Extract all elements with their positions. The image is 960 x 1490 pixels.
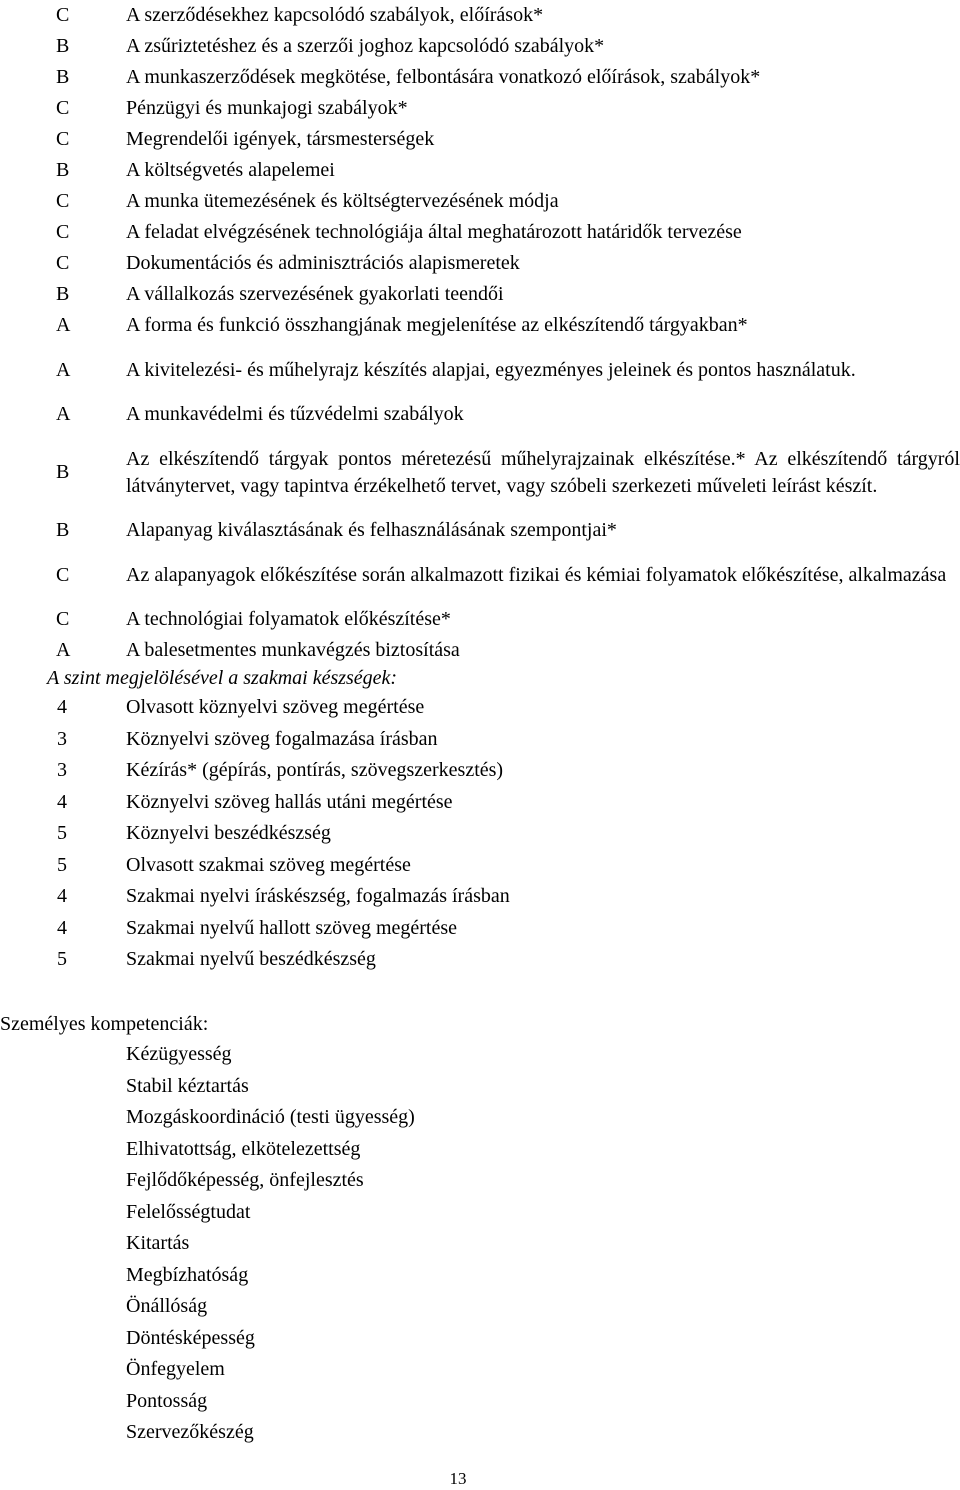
level-code: B: [56, 66, 70, 88]
table-row: [0, 248, 960, 279]
list-item: Kézügyesség: [126, 1043, 232, 1065]
skill-text: Kézírás* (gépírás, pontírás, szövegszerkesztés): [126, 759, 504, 782]
table-row: [0, 217, 960, 248]
list-item: Mozgáskoordináció (testi ügyesség): [126, 1106, 415, 1128]
skill-text: Olvasott köznyelvi szöveg megértése: [126, 696, 425, 719]
level-code: B: [56, 35, 70, 57]
list-item: Kitartás: [126, 1232, 190, 1254]
skill-level: 4: [57, 885, 67, 908]
table-row: [0, 692, 960, 724]
level-code: B: [56, 159, 70, 181]
table-row: [0, 31, 960, 62]
skill-level: 4: [57, 696, 67, 719]
table-row: [0, 546, 960, 604]
level-code: B: [56, 283, 70, 305]
table-row: [0, 341, 960, 399]
competency-text: A vállalkozás szervezésének gyakorlati teendői: [126, 283, 504, 305]
competency-table: [0, 0, 960, 666]
list-item: Elhivatottság, elkötelezettség: [126, 1137, 361, 1160]
level-code: C: [56, 190, 70, 212]
competency-text: Pénzügyi és munkajogi szabályok*: [126, 97, 408, 119]
table-row: [0, 604, 960, 635]
level-code: C: [56, 97, 70, 119]
competency-text: Dokumentációs és adminisztrációs alapismeretek: [126, 252, 520, 274]
list-item: Megbízhatóság: [126, 1263, 249, 1286]
table-row: [0, 124, 960, 155]
table-row: [0, 279, 960, 310]
competency-text: A forma és funkció összhangjának megjelenítése az elkészítendő tárgyakban*: [126, 314, 748, 336]
level-code: C: [56, 4, 70, 26]
table-row: [0, 310, 960, 341]
table-row: [0, 399, 960, 430]
competency-text: Az alapanyagok előkészítése során alkalmazott fizikai és kémiai folyamatok előkészítése, alkalmazása: [126, 563, 947, 586]
skill-level: 3: [57, 727, 67, 750]
table-row: [0, 818, 960, 850]
table-row: [0, 850, 960, 882]
skills-table: [0, 692, 960, 976]
level-code: B: [56, 461, 70, 483]
competency-text: A munkavédelmi és tűzvédelmi szabályok: [126, 403, 464, 425]
skill-text: Olvasott szakmai szöveg megértése: [126, 853, 411, 876]
table-row: [0, 62, 960, 93]
skills-section-title: A szint megjelölésével a szakmai készségek:: [47, 667, 398, 689]
level-code: C: [56, 608, 70, 630]
personal-competencies-title: Személyes kompetenciák:: [0, 1013, 209, 1035]
competency-text: A költségvetés alapelemei: [126, 159, 335, 181]
table-row: [0, 944, 960, 976]
table-row: [0, 515, 960, 546]
table-row: [0, 155, 960, 186]
page-number: 13: [449, 1469, 467, 1488]
personal-competencies-list: [126, 1041, 415, 1451]
table-row: [0, 881, 960, 913]
list-item: Önfegyelem: [126, 1358, 225, 1380]
skill-level: 5: [57, 822, 67, 845]
competency-text: A feladat elvégzésének technológiája által meghatározott határidők tervezése: [126, 221, 742, 243]
level-code: C: [56, 563, 70, 586]
level-code: B: [56, 519, 70, 541]
level-code: A: [56, 403, 71, 425]
list-item: Pontosság: [126, 1389, 208, 1412]
skill-text: Köznyelvi beszédkészség: [126, 822, 331, 845]
list-item: Önállóság: [126, 1295, 208, 1317]
skill-level: 4: [57, 790, 67, 813]
list-item: Fejlődőképesség, önfejlesztés: [126, 1169, 364, 1191]
level-code: A: [56, 314, 71, 336]
table-row: [0, 0, 960, 31]
table-row: [0, 913, 960, 945]
competency-text: A balesetmentes munkavégzés biztosítása: [126, 639, 460, 661]
skill-text: Szakmai nyelvű hallott szöveg megértése: [126, 916, 458, 939]
table-row: [0, 724, 960, 756]
list-item: Stabil kéztartás: [126, 1074, 249, 1097]
table-row: [0, 93, 960, 124]
list-item: Felelősségtudat: [126, 1200, 251, 1223]
skill-text: Szakmai nyelvi íráskészség, fogalmazás írásban: [126, 885, 510, 908]
level-code: A: [56, 358, 71, 381]
competency-text: A munkaszerződések megkötése, felbontására vonatkozó előírások, szabályok*: [126, 66, 761, 88]
skill-text: Köznyelvi szöveg hallás utáni megértése: [126, 790, 453, 813]
skill-level: 5: [57, 853, 67, 876]
skill-level: 3: [57, 759, 67, 782]
competency-text: Megrendelői igények, társmesterségek: [126, 128, 435, 150]
list-item: Szervezőkészég: [126, 1421, 254, 1443]
level-code: C: [56, 128, 70, 150]
list-item: Döntésképesség: [126, 1326, 255, 1349]
skill-text: Szakmai nyelvű beszédkészség: [126, 948, 376, 971]
level-code: C: [56, 221, 70, 243]
competency-text: A szerződésekhez kapcsolódó szabályok, előírások*: [126, 4, 544, 26]
competency-text: A technológiai folyamatok előkészítése*: [126, 608, 451, 630]
competency-text: A zsűriztetéshez és a szerzői joghoz kapcsolódó szabályok*: [126, 35, 605, 57]
competency-text: A kivitelezési- és műhelyrajz készítés alapjai, egyezményes jeleinek és pontos használatuk.: [126, 358, 856, 381]
table-row: [0, 755, 960, 787]
competency-text: A munka ütemezésének és költségtervezésének módja: [126, 190, 559, 212]
table-row: [0, 430, 960, 515]
skill-level: 4: [57, 916, 67, 939]
skill-text: Köznyelvi szöveg fogalmazása írásban: [126, 727, 438, 750]
skill-level: 5: [57, 948, 67, 971]
level-code: A: [56, 639, 71, 661]
table-row: [0, 186, 960, 217]
competency-text: Alapanyag kiválasztásának és felhasználásának szempontjai*: [126, 519, 617, 541]
table-row: [0, 635, 960, 666]
table-row: [0, 787, 960, 819]
level-code: C: [56, 252, 70, 274]
competency-text: Az elkészítendő tárgyak pontos méretezésű műhelyrajzainak elkészítése.* Az elkészítendő tárgyról látványtervet, vagy tapintva érzékelhető tervet, vagy szóbeli szerkezeti műveleti leírást készít.: [126, 447, 960, 497]
